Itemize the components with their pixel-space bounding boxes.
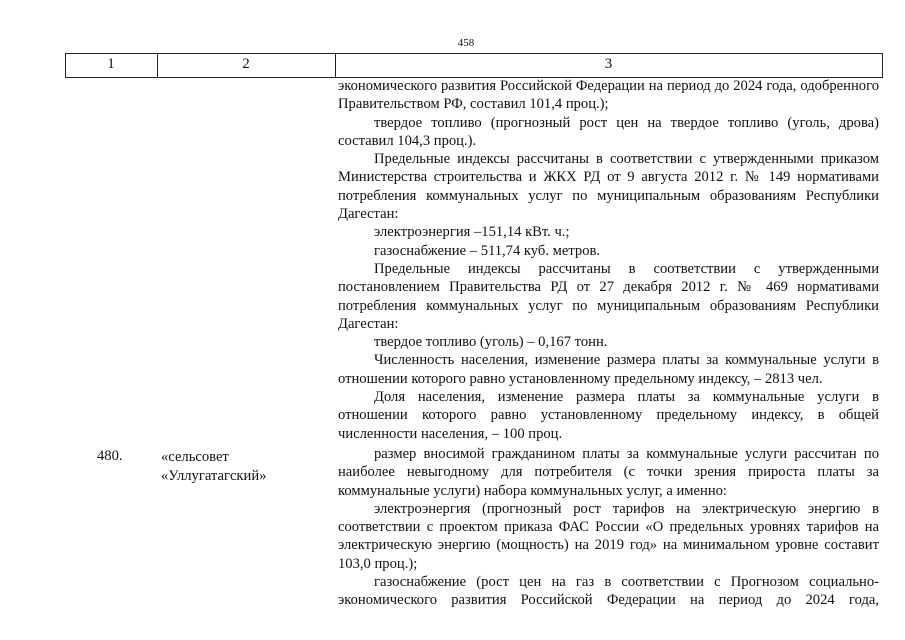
entry-name-line: «Уллугатагский»: [161, 468, 267, 484]
paragraph: Предельные индексы рассчитаны в соответствии с утвержденными приказом Министерства строительства и ЖКХ РД от 9 августа 2012 г. № 149 нормативами потребления коммунальных услуг по муниципальным образованиям Республики Дагестан:: [338, 151, 879, 223]
table-border: [882, 54, 883, 77]
paragraph: Предельные индексы рассчитаны в соответствии с утвержденными постановлением Правительства РД от 27 декабря 2012 г. № 469 нормативами потребления коммунальных услуг по муниципальным образованиям Республики Дагестан:: [338, 260, 879, 332]
paragraph: электроэнергия –151,14 кВт. ч.;: [374, 224, 570, 241]
paragraph: Численность населения, изменение размера платы за коммунальные услуги в отношении которого равно установленному предельному индексу, – 2813 чел.: [338, 352, 879, 387]
paragraph: твердое топливо (прогнозный рост цен на твердое топливо (уголь, дрова) составил 104,3 проц.).: [338, 114, 879, 149]
entry-name-line: «сельсовет: [161, 449, 229, 465]
header-col-2: 2: [242, 56, 250, 72]
previous-entry-text: [338, 77, 879, 443]
entry-number: 480.: [97, 448, 123, 464]
paragraph: экономического развития Российской Федерации на период до 2024 года, одобренного Правительством РФ, составил 101,4 проц.);: [338, 78, 879, 113]
paragraph: твердое топливо (уголь) – 0,167 тонн.: [374, 334, 608, 351]
entry-480-text: [338, 445, 879, 610]
paragraph: Доля населения, изменение размера платы за коммунальные услуги в отношении которого равно установленному предельному индексу, в общей численности населения, – 100 проц.: [338, 389, 879, 442]
paragraph: газоснабжение – 511,74 куб. метров.: [374, 242, 601, 259]
paragraph: газоснабжение (рост цен на газ в соответствии с Прогнозом социально-экономического развития Российской Федерации на период до 2024 года,: [338, 574, 879, 609]
paragraph: размер вносимой гражданином платы за коммунальные услуги рассчитан по наиболее невыгодному для потребителя (с точки зрения прироста платы за коммунальные услуги) набора коммунальных услуг, а именно:: [338, 446, 879, 499]
entry-municipality-name: [161, 448, 266, 486]
table-header-row: [65, 53, 883, 78]
paragraph: электроэнергия (прогнозный рост тарифов на электрическую энергию в соответствии с проектом приказа ФАС России «О предельных уровнях тарифов на электрическую энергию (мощность) на 2019 год» на минимальном уровне составит 103,0 проц.);: [338, 500, 879, 572]
header-col-3: 3: [604, 56, 613, 72]
page-number: 458: [457, 37, 475, 49]
header-col-1: 1: [107, 56, 115, 72]
